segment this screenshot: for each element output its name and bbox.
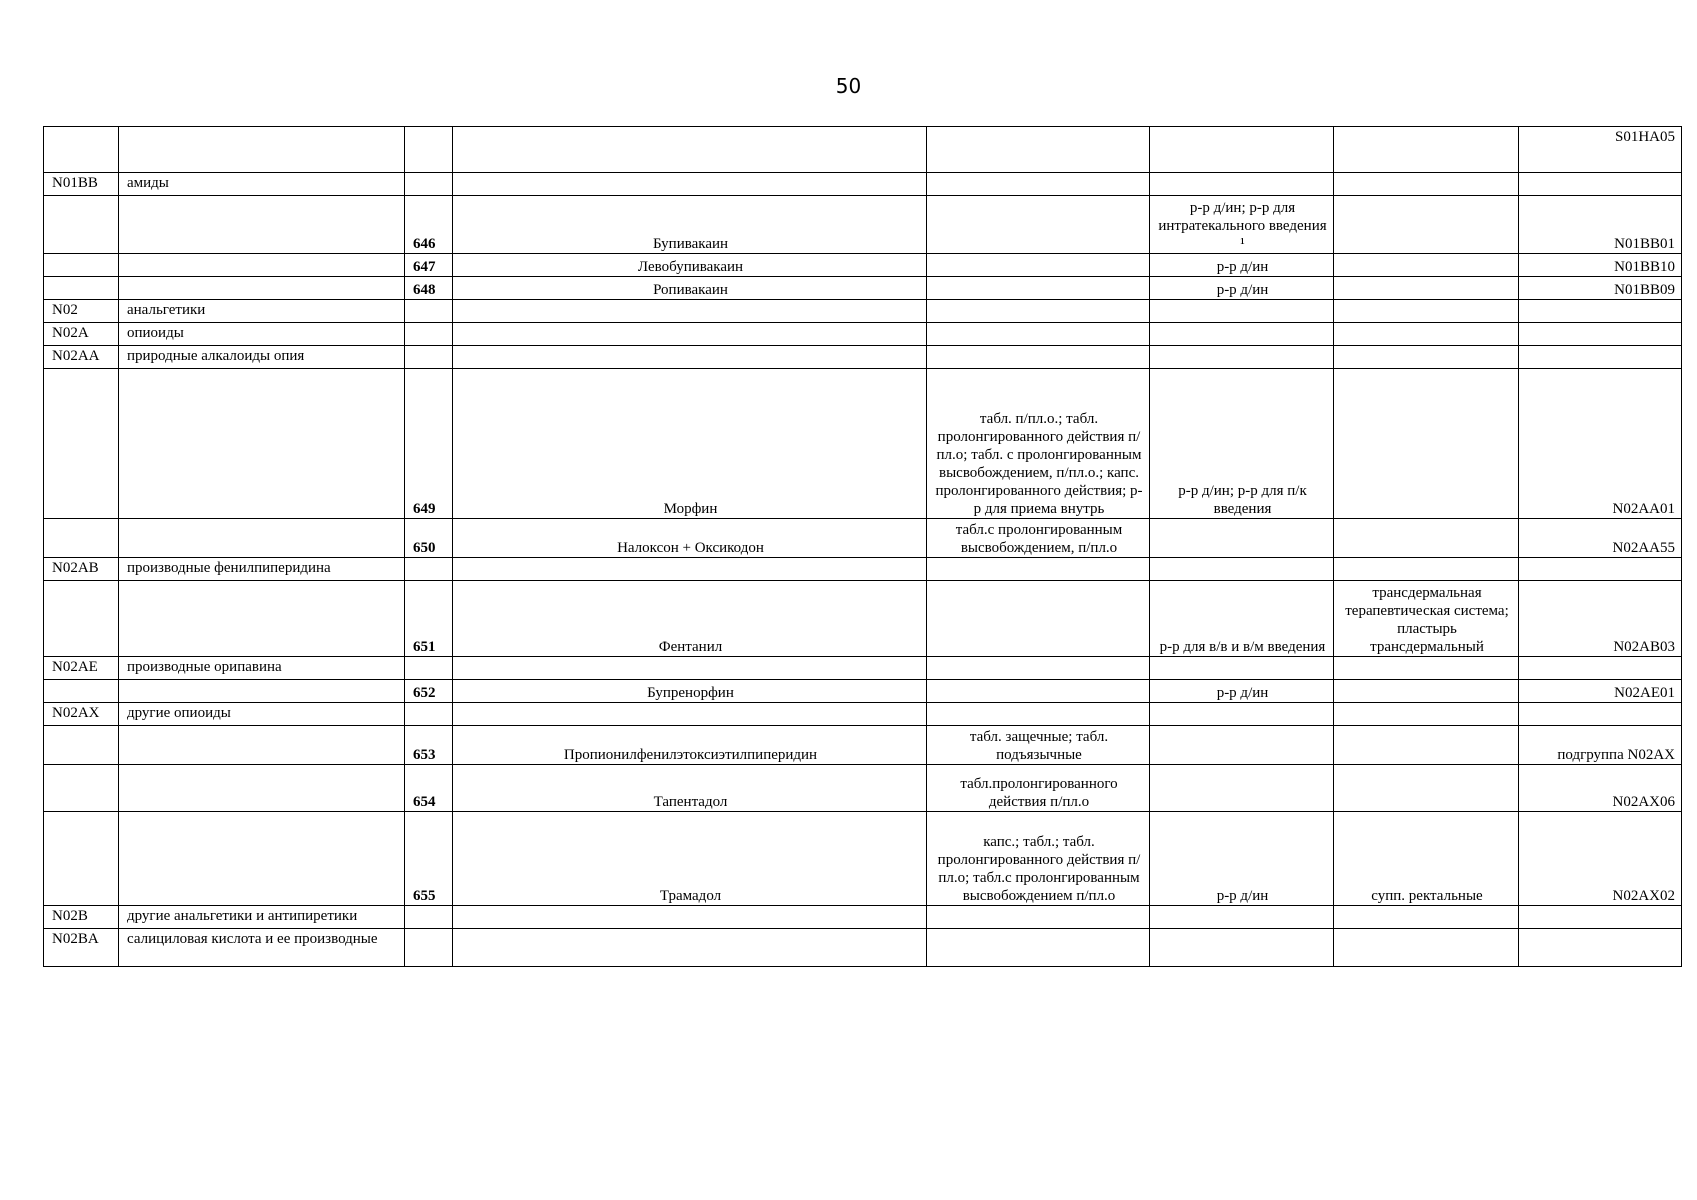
drug-name-cell: Морфин <box>453 369 927 519</box>
oral-forms-cell <box>927 558 1150 581</box>
atc-group-name-cell: салициловая кислота и ее производные <box>119 929 405 967</box>
oral-forms-cell: табл.пролонгированного действия п/пл.о <box>927 765 1150 812</box>
atc-code-cell: N02AX06 <box>1519 765 1682 812</box>
other-forms-cell <box>1334 254 1519 277</box>
atc-code-cell: N02AE01 <box>1519 680 1682 703</box>
atc-code-cell: N01BB10 <box>1519 254 1682 277</box>
drug-row <box>44 127 1682 173</box>
row-number-cell <box>405 323 453 346</box>
atc-group-name-cell: производные орипавина <box>119 657 405 680</box>
atc-group-code-cell <box>44 127 119 173</box>
atc-group-name-cell: опиоиды <box>119 323 405 346</box>
drug-name-cell <box>453 657 927 680</box>
atc-code-cell <box>1519 558 1682 581</box>
group-row <box>44 173 1682 196</box>
atc-code-cell <box>1519 906 1682 929</box>
injection-forms-cell <box>1150 173 1334 196</box>
drug-name-cell: Бупренорфин <box>453 680 927 703</box>
other-forms-cell <box>1334 346 1519 369</box>
other-forms-cell <box>1334 929 1519 967</box>
row-number-cell: 652 <box>405 680 453 703</box>
oral-forms-cell: капс.; табл.; табл. пролонгированного действия п/пл.о; табл.с пролонгированным высвобождением п/пл.о <box>927 812 1150 906</box>
atc-group-code-cell: N02AB <box>44 558 119 581</box>
drug-row <box>44 765 1682 812</box>
drug-name-cell <box>453 127 927 173</box>
oral-forms-cell <box>927 254 1150 277</box>
atc-group-code-cell: N02A <box>44 323 119 346</box>
oral-forms-cell <box>927 277 1150 300</box>
atc-code-cell <box>1519 300 1682 323</box>
atc-group-name-cell <box>119 765 405 812</box>
atc-group-code-cell: N02AA <box>44 346 119 369</box>
other-forms-cell <box>1334 196 1519 254</box>
drug-row <box>44 680 1682 703</box>
atc-code-cell: N02AB03 <box>1519 581 1682 657</box>
row-number-cell: 654 <box>405 765 453 812</box>
atc-group-name-cell: другие опиоиды <box>119 703 405 726</box>
oral-forms-cell <box>927 657 1150 680</box>
other-forms-cell <box>1334 323 1519 346</box>
injection-forms-cell <box>1150 726 1334 765</box>
atc-group-name-cell <box>119 196 405 254</box>
atc-group-code-cell <box>44 254 119 277</box>
atc-group-code-cell: N02 <box>44 300 119 323</box>
injection-forms-cell <box>1150 765 1334 812</box>
atc-group-name-cell: амиды <box>119 173 405 196</box>
drug-row <box>44 812 1682 906</box>
atc-group-code-cell <box>44 812 119 906</box>
atc-group-name-cell: природные алкалоиды опия <box>119 346 405 369</box>
row-number-cell: 651 <box>405 581 453 657</box>
atc-group-name-cell <box>119 581 405 657</box>
atc-group-code-cell <box>44 581 119 657</box>
injection-forms-cell <box>1150 906 1334 929</box>
group-row <box>44 300 1682 323</box>
atc-code-cell <box>1519 346 1682 369</box>
injection-forms-cell <box>1150 346 1334 369</box>
atc-group-name-cell <box>119 726 405 765</box>
group-row <box>44 558 1682 581</box>
other-forms-cell <box>1334 558 1519 581</box>
atc-code-cell <box>1519 703 1682 726</box>
atc-group-code-cell: N01BB <box>44 173 119 196</box>
atc-code-cell: N02AX02 <box>1519 812 1682 906</box>
atc-group-code-cell <box>44 369 119 519</box>
drug-name-cell: Фентанил <box>453 581 927 657</box>
atc-group-name-cell: другие анальгетики и антипиретики <box>119 906 405 929</box>
row-number-cell <box>405 558 453 581</box>
row-number-cell: 646 <box>405 196 453 254</box>
row-number-cell: 647 <box>405 254 453 277</box>
drug-name-cell: Тапентадол <box>453 765 927 812</box>
injection-forms-cell <box>1150 558 1334 581</box>
row-number-cell <box>405 929 453 967</box>
drug-row <box>44 519 1682 558</box>
row-number-cell <box>405 300 453 323</box>
drug-name-cell <box>453 173 927 196</box>
injection-forms-cell <box>1150 703 1334 726</box>
injection-forms-cell: р-р д/ин <box>1150 812 1334 906</box>
other-forms-cell <box>1334 703 1519 726</box>
injection-forms-cell <box>1150 657 1334 680</box>
drug-name-cell <box>453 906 927 929</box>
oral-forms-cell <box>927 929 1150 967</box>
atc-code-cell: N01BB09 <box>1519 277 1682 300</box>
atc-group-name-cell <box>119 254 405 277</box>
injection-forms-cell: р-р д/ин <box>1150 680 1334 703</box>
drug-name-cell: Трамадол <box>453 812 927 906</box>
drug-row <box>44 726 1682 765</box>
row-number-cell: 650 <box>405 519 453 558</box>
row-number-cell: 655 <box>405 812 453 906</box>
injection-forms-cell <box>1150 323 1334 346</box>
injection-forms-cell <box>1150 127 1334 173</box>
atc-group-code-cell: N02AX <box>44 703 119 726</box>
injection-forms-cell <box>1150 519 1334 558</box>
row-number-cell <box>405 346 453 369</box>
injection-forms-cell: р-р д/ин; р-р для интратекального введения ¹ <box>1150 196 1334 254</box>
other-forms-cell <box>1334 519 1519 558</box>
other-forms-cell <box>1334 906 1519 929</box>
row-number-cell <box>405 703 453 726</box>
atc-group-name-cell <box>119 519 405 558</box>
drug-name-cell <box>453 300 927 323</box>
injection-forms-cell <box>1150 929 1334 967</box>
other-forms-cell <box>1334 173 1519 196</box>
atc-group-name-cell: анальгетики <box>119 300 405 323</box>
atc-code-cell <box>1519 323 1682 346</box>
drug-name-cell: Пропионилфенилэтоксиэтилпиперидин <box>453 726 927 765</box>
atc-code-cell <box>1519 173 1682 196</box>
drug-row <box>44 254 1682 277</box>
drug-name-cell <box>453 558 927 581</box>
oral-forms-cell <box>927 196 1150 254</box>
page-number: 50 <box>835 74 862 98</box>
atc-group-code-cell <box>44 680 119 703</box>
oral-forms-cell: табл. п/пл.о.; табл. пролонгированного действия п/пл.о; табл. с пролонгированным высвобождением, п/пл.о.; капс. пролонгированного действия; р-р для приема внутрь <box>927 369 1150 519</box>
atc-code-cell: подгруппа N02AX <box>1519 726 1682 765</box>
atc-group-code-cell: N02BA <box>44 929 119 967</box>
atc-code-cell <box>1519 657 1682 680</box>
atc-group-name-cell <box>119 369 405 519</box>
drug-row <box>44 196 1682 254</box>
other-forms-cell: трансдермальная терапевтическая система; пластырь трансдермальный <box>1334 581 1519 657</box>
oral-forms-cell <box>927 300 1150 323</box>
atc-group-code-cell <box>44 765 119 812</box>
row-number-cell <box>405 906 453 929</box>
oral-forms-cell: табл.с пролонгированным высвобождением, п/пл.о <box>927 519 1150 558</box>
atc-group-name-cell <box>119 680 405 703</box>
other-forms-cell: супп. ректальные <box>1334 812 1519 906</box>
atc-code-cell <box>1519 929 1682 967</box>
atc-group-code-cell <box>44 196 119 254</box>
injection-forms-cell: р-р д/ин <box>1150 254 1334 277</box>
oral-forms-cell <box>927 703 1150 726</box>
drug-name-cell: Бупивакаин <box>453 196 927 254</box>
atc-group-code-cell <box>44 726 119 765</box>
oral-forms-cell <box>927 581 1150 657</box>
atc-code-cell: N02AA01 <box>1519 369 1682 519</box>
drug-row <box>44 581 1682 657</box>
atc-group-code-cell: N02B <box>44 906 119 929</box>
oral-forms-cell <box>927 173 1150 196</box>
drug-name-cell <box>453 703 927 726</box>
other-forms-cell <box>1334 300 1519 323</box>
drug-row <box>44 369 1682 519</box>
other-forms-cell <box>1334 726 1519 765</box>
oral-forms-cell <box>927 346 1150 369</box>
other-forms-cell <box>1334 369 1519 519</box>
injection-forms-cell: р-р д/ин <box>1150 277 1334 300</box>
atc-group-name-cell <box>119 812 405 906</box>
atc-code-cell: S01HA05 <box>1519 127 1682 173</box>
row-number-cell: 649 <box>405 369 453 519</box>
injection-forms-cell <box>1150 300 1334 323</box>
group-row <box>44 929 1682 967</box>
oral-forms-cell <box>927 906 1150 929</box>
atc-group-name-cell: производные фенилпиперидина <box>119 558 405 581</box>
drug-name-cell: Левобупивакаин <box>453 254 927 277</box>
row-number-cell <box>405 127 453 173</box>
injection-forms-cell: р-р для в/в и в/м введения <box>1150 581 1334 657</box>
row-number-cell <box>405 657 453 680</box>
group-row <box>44 323 1682 346</box>
row-number-cell: 648 <box>405 277 453 300</box>
group-row <box>44 657 1682 680</box>
oral-forms-cell <box>927 323 1150 346</box>
drug-name-cell: Ропивакаин <box>453 277 927 300</box>
drug-name-cell: Налоксон + Оксикодон <box>453 519 927 558</box>
oral-forms-cell <box>927 127 1150 173</box>
atc-group-name-cell <box>119 127 405 173</box>
drug-name-cell <box>453 323 927 346</box>
group-row <box>44 346 1682 369</box>
atc-group-name-cell <box>119 277 405 300</box>
row-number-cell: 653 <box>405 726 453 765</box>
other-forms-cell <box>1334 680 1519 703</box>
atc-group-code-cell <box>44 519 119 558</box>
group-row <box>44 906 1682 929</box>
other-forms-cell <box>1334 127 1519 173</box>
other-forms-cell <box>1334 765 1519 812</box>
oral-forms-cell: табл. защечные; табл. подъязычные <box>927 726 1150 765</box>
other-forms-cell <box>1334 277 1519 300</box>
oral-forms-cell <box>927 680 1150 703</box>
other-forms-cell <box>1334 657 1519 680</box>
row-number-cell <box>405 173 453 196</box>
atc-code-cell: N01BB01 <box>1519 196 1682 254</box>
injection-forms-cell: р-р д/ин; р-р для п/к введения <box>1150 369 1334 519</box>
atc-code-cell: N02AA55 <box>1519 519 1682 558</box>
drug-table <box>43 126 1682 967</box>
group-row <box>44 703 1682 726</box>
drug-name-cell <box>453 929 927 967</box>
atc-group-code-cell <box>44 277 119 300</box>
drug-name-cell <box>453 346 927 369</box>
drug-row <box>44 277 1682 300</box>
atc-group-code-cell: N02AE <box>44 657 119 680</box>
